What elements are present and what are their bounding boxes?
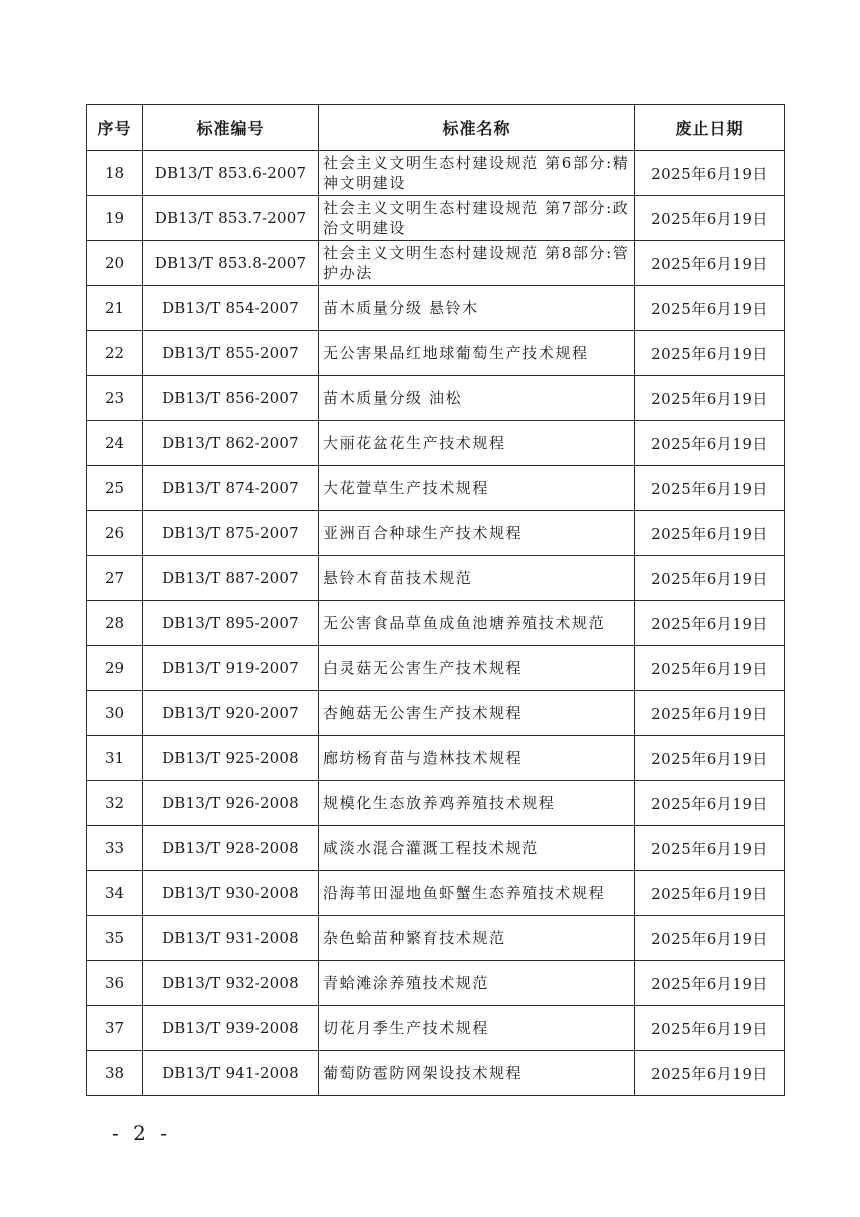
table-row xyxy=(87,331,785,376)
row-standard-name: 社会主义文明生态村建设规范 第8部分:管护办法 xyxy=(319,241,635,286)
row-repeal-date: 2025年6月19日 xyxy=(635,961,785,1006)
row-standard-name: 大丽花盆花生产技术规程 xyxy=(319,421,635,466)
table-row xyxy=(87,376,785,421)
header-standard-name: 标准名称 xyxy=(319,105,635,151)
row-repeal-date: 2025年6月19日 xyxy=(635,286,785,331)
row-index: 32 xyxy=(87,781,143,826)
row-standard-code: DB13/T 875-2007 xyxy=(143,511,319,556)
table-body xyxy=(87,151,785,1096)
row-standard-name: 咸淡水混合灌溉工程技术规范 xyxy=(319,826,635,871)
row-repeal-date: 2025年6月19日 xyxy=(635,556,785,601)
row-standard-name: 葡萄防雹防网架设技术规程 xyxy=(319,1051,635,1096)
row-standard-name: 青蛤滩涂养殖技术规范 xyxy=(319,961,635,1006)
row-standard-name: 沿海苇田湿地鱼虾蟹生态养殖技术规程 xyxy=(319,871,635,916)
table-row xyxy=(87,151,785,196)
standards-table xyxy=(86,104,785,1096)
row-standard-code: DB13/T 855-2007 xyxy=(143,331,319,376)
table-row xyxy=(87,781,785,826)
row-repeal-date: 2025年6月19日 xyxy=(635,1006,785,1051)
table-row xyxy=(87,736,785,781)
row-index: 25 xyxy=(87,466,143,511)
row-index: 28 xyxy=(87,601,143,646)
header-index: 序号 xyxy=(87,105,143,151)
row-repeal-date: 2025年6月19日 xyxy=(635,871,785,916)
row-repeal-date: 2025年6月19日 xyxy=(635,466,785,511)
row-standard-code: DB13/T 930-2008 xyxy=(143,871,319,916)
row-repeal-date: 2025年6月19日 xyxy=(635,1051,785,1096)
row-standard-name: 苗木质量分级 油松 xyxy=(319,376,635,421)
row-index: 20 xyxy=(87,241,143,286)
row-repeal-date: 2025年6月19日 xyxy=(635,736,785,781)
row-repeal-date: 2025年6月19日 xyxy=(635,421,785,466)
row-repeal-date: 2025年6月19日 xyxy=(635,916,785,961)
row-index: 35 xyxy=(87,916,143,961)
row-repeal-date: 2025年6月19日 xyxy=(635,691,785,736)
row-index: 36 xyxy=(87,961,143,1006)
row-standard-name: 悬铃木育苗技术规范 xyxy=(319,556,635,601)
table-row xyxy=(87,511,785,556)
row-repeal-date: 2025年6月19日 xyxy=(635,781,785,826)
row-repeal-date: 2025年6月19日 xyxy=(635,376,785,421)
row-index: 23 xyxy=(87,376,143,421)
row-standard-code: DB13/T 920-2007 xyxy=(143,691,319,736)
table-row xyxy=(87,466,785,511)
row-standard-name: 社会主义文明生态村建设规范 第6部分:精神文明建设 xyxy=(319,151,635,196)
row-standard-code: DB13/T 925-2008 xyxy=(143,736,319,781)
row-repeal-date: 2025年6月19日 xyxy=(635,646,785,691)
row-standard-code: DB13/T 919-2007 xyxy=(143,646,319,691)
row-index: 29 xyxy=(87,646,143,691)
row-index: 38 xyxy=(87,1051,143,1096)
table-row xyxy=(87,241,785,286)
table-row xyxy=(87,1006,785,1051)
row-standard-code: DB13/T 928-2008 xyxy=(143,826,319,871)
row-index: 27 xyxy=(87,556,143,601)
row-standard-name: 廊坊杨育苗与造林技术规程 xyxy=(319,736,635,781)
row-index: 33 xyxy=(87,826,143,871)
row-repeal-date: 2025年6月19日 xyxy=(635,241,785,286)
row-standard-code: DB13/T 853.6-2007 xyxy=(143,151,319,196)
row-index: 21 xyxy=(87,286,143,331)
row-index: 26 xyxy=(87,511,143,556)
table-row xyxy=(87,961,785,1006)
row-repeal-date: 2025年6月19日 xyxy=(635,151,785,196)
row-standard-name: 规模化生态放养鸡养殖技术规程 xyxy=(319,781,635,826)
row-index: 22 xyxy=(87,331,143,376)
row-standard-name: 亚洲百合种球生产技术规程 xyxy=(319,511,635,556)
row-standard-name: 大花萱草生产技术规程 xyxy=(319,466,635,511)
row-standard-code: DB13/T 853.7-2007 xyxy=(143,196,319,241)
row-standard-code: DB13/T 862-2007 xyxy=(143,421,319,466)
row-index: 30 xyxy=(87,691,143,736)
row-index: 19 xyxy=(87,196,143,241)
row-standard-code: DB13/T 874-2007 xyxy=(143,466,319,511)
row-repeal-date: 2025年6月19日 xyxy=(635,601,785,646)
table-row xyxy=(87,691,785,736)
row-standard-code: DB13/T 932-2008 xyxy=(143,961,319,1006)
page-number: - 2 - xyxy=(112,1121,171,1145)
row-repeal-date: 2025年6月19日 xyxy=(635,511,785,556)
row-standard-name: 无公害果品红地球葡萄生产技术规程 xyxy=(319,331,635,376)
row-standard-code: DB13/T 941-2008 xyxy=(143,1051,319,1096)
header-repeal-date: 废止日期 xyxy=(635,105,785,151)
row-index: 18 xyxy=(87,151,143,196)
table-header-row xyxy=(87,105,785,151)
row-standard-code: DB13/T 856-2007 xyxy=(143,376,319,421)
row-standard-code: DB13/T 887-2007 xyxy=(143,556,319,601)
table-row xyxy=(87,916,785,961)
row-repeal-date: 2025年6月19日 xyxy=(635,196,785,241)
row-standard-code: DB13/T 931-2008 xyxy=(143,916,319,961)
table-row xyxy=(87,556,785,601)
row-index: 34 xyxy=(87,871,143,916)
row-index: 31 xyxy=(87,736,143,781)
table-row xyxy=(87,421,785,466)
row-standard-code: DB13/T 854-2007 xyxy=(143,286,319,331)
table-row xyxy=(87,1051,785,1096)
row-standard-code: DB13/T 926-2008 xyxy=(143,781,319,826)
header-standard-code: 标准编号 xyxy=(143,105,319,151)
row-standard-name: 白灵菇无公害生产技术规程 xyxy=(319,646,635,691)
row-standard-name: 切花月季生产技术规程 xyxy=(319,1006,635,1051)
row-index: 37 xyxy=(87,1006,143,1051)
table-row xyxy=(87,286,785,331)
table-row xyxy=(87,646,785,691)
table-row xyxy=(87,196,785,241)
table-row xyxy=(87,601,785,646)
row-standard-code: DB13/T 895-2007 xyxy=(143,601,319,646)
row-repeal-date: 2025年6月19日 xyxy=(635,331,785,376)
table-row xyxy=(87,826,785,871)
row-standard-name: 杂色蛤苗种繁育技术规范 xyxy=(319,916,635,961)
row-standard-name: 杏鲍菇无公害生产技术规程 xyxy=(319,691,635,736)
row-standard-name: 无公害食品草鱼成鱼池塘养殖技术规范 xyxy=(319,601,635,646)
row-repeal-date: 2025年6月19日 xyxy=(635,826,785,871)
row-index: 24 xyxy=(87,421,143,466)
row-standard-code: DB13/T 853.8-2007 xyxy=(143,241,319,286)
row-standard-name: 社会主义文明生态村建设规范 第7部分:政治文明建设 xyxy=(319,196,635,241)
row-standard-code: DB13/T 939-2008 xyxy=(143,1006,319,1051)
table-row xyxy=(87,871,785,916)
row-standard-name: 苗木质量分级 悬铃木 xyxy=(319,286,635,331)
